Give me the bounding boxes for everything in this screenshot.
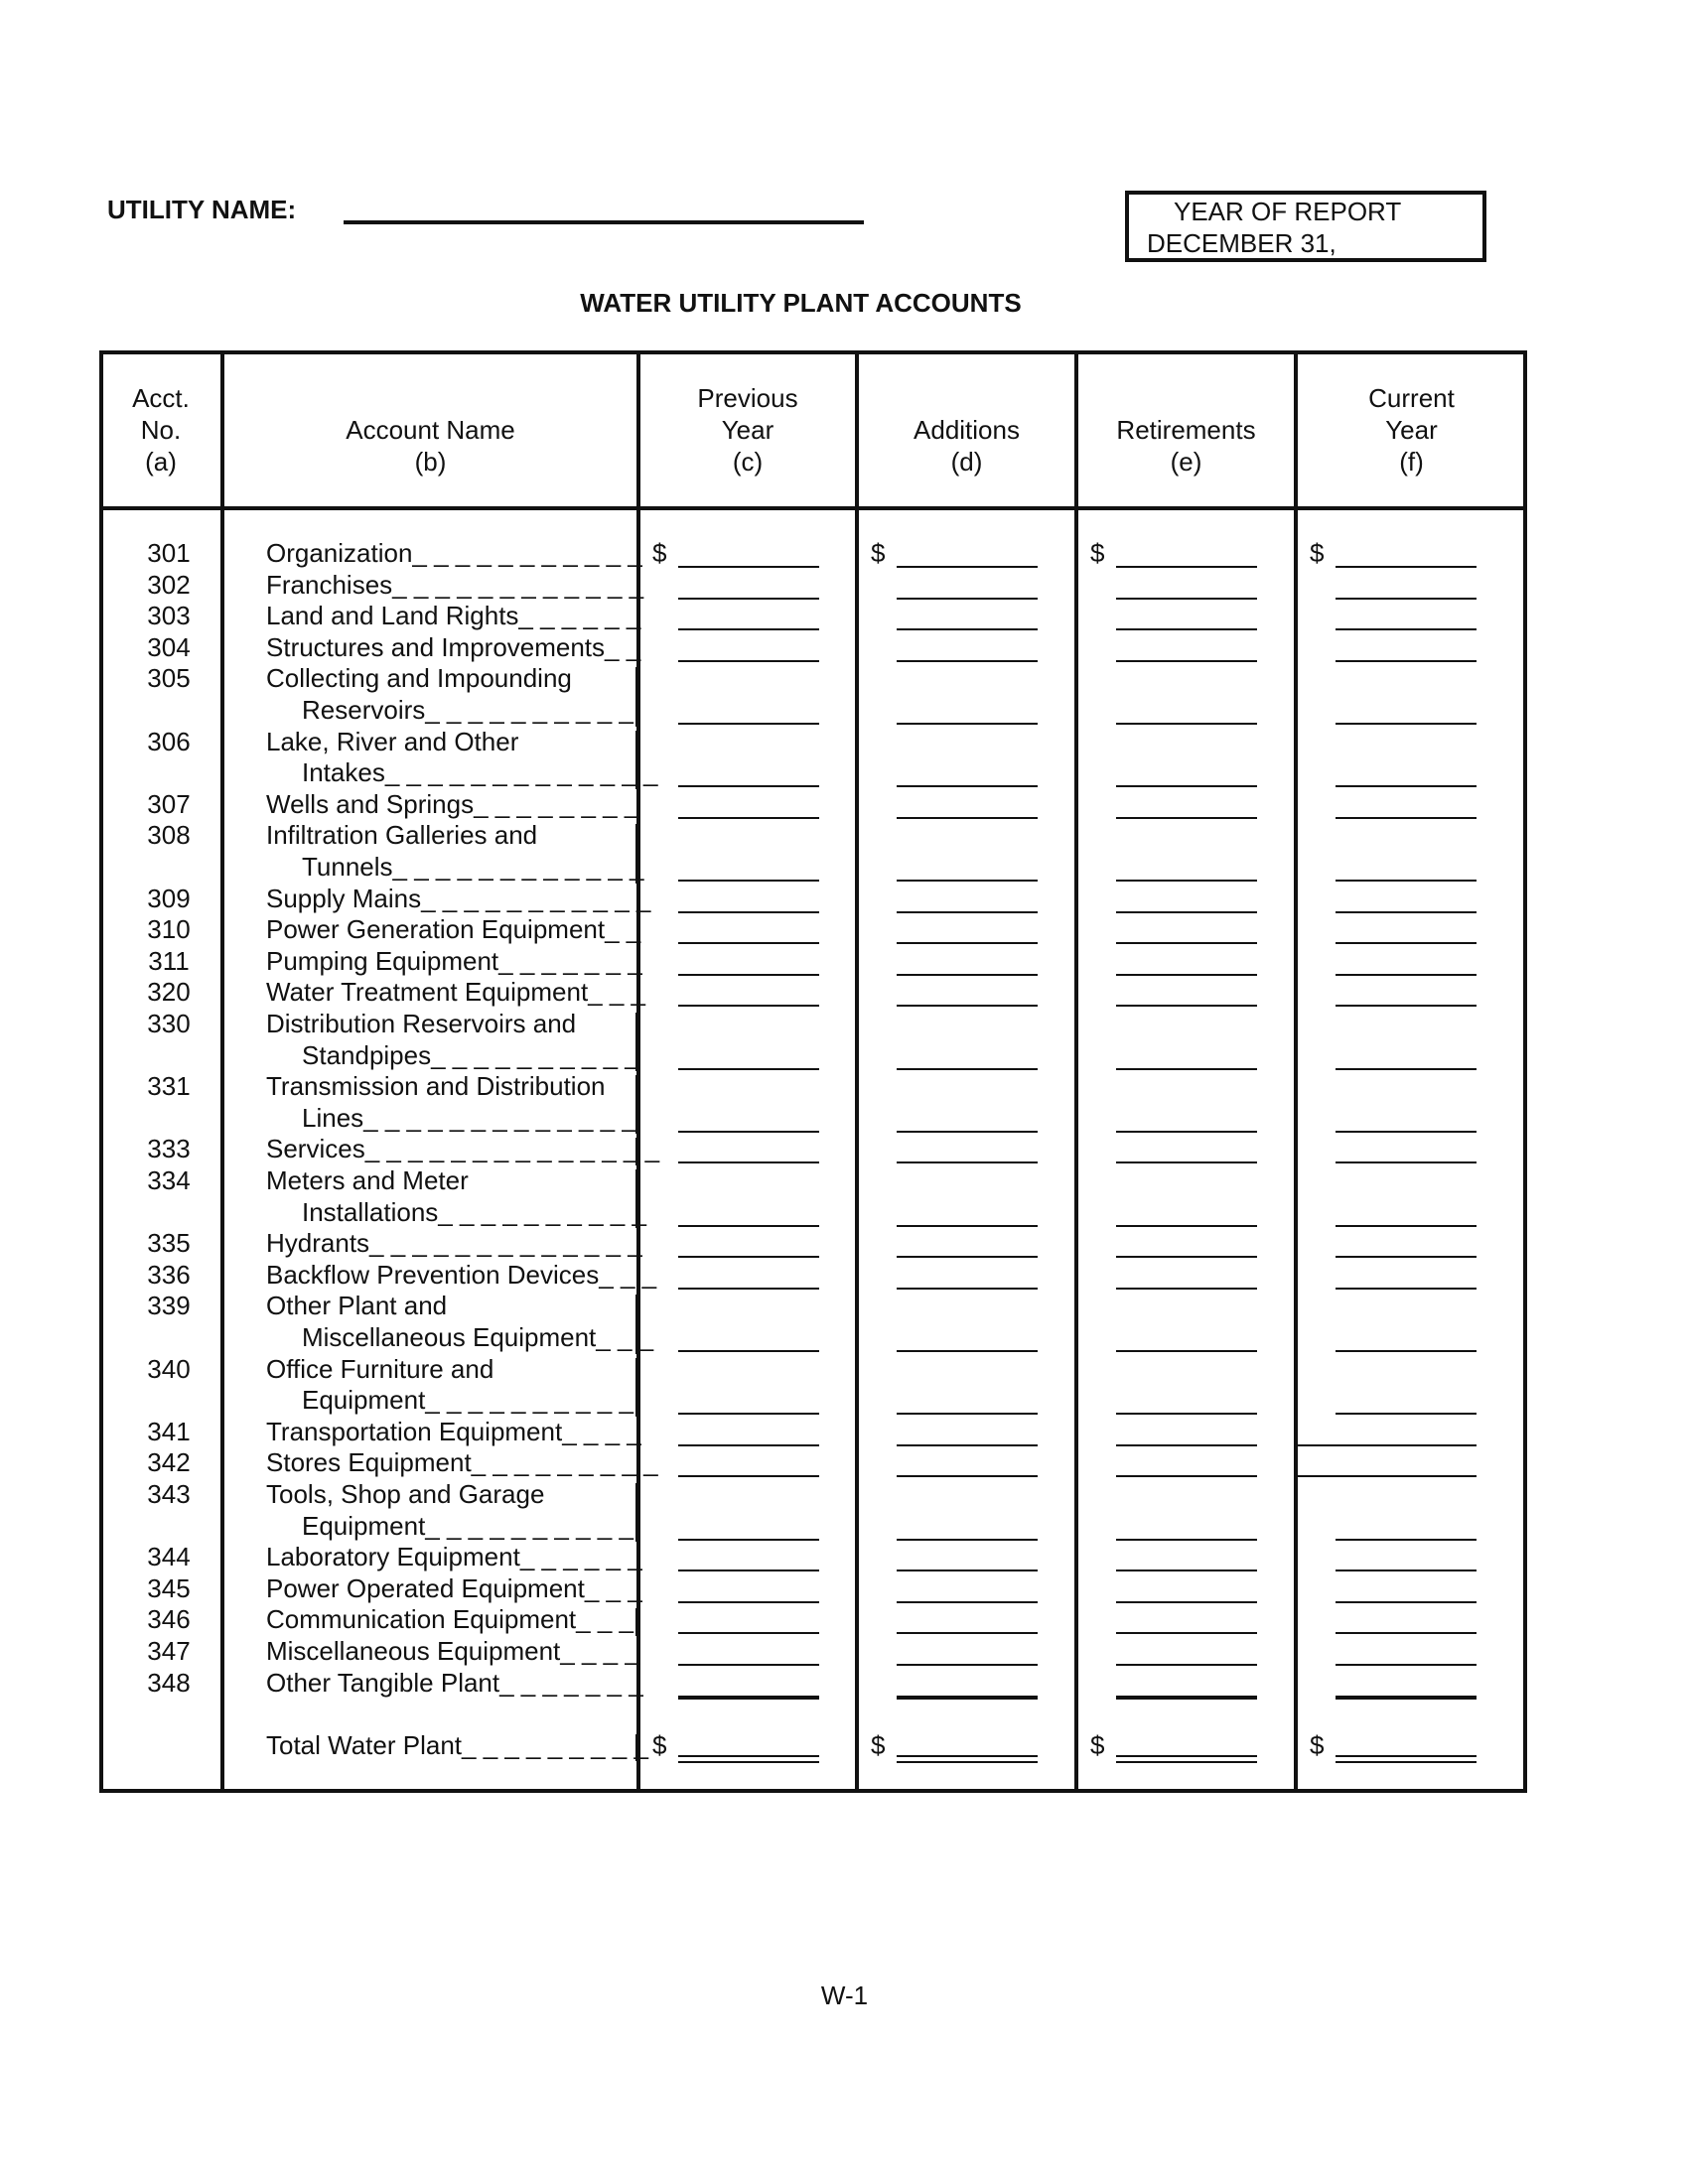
amount-input-line[interactable]	[678, 1664, 819, 1666]
account-name-bracket	[635, 1138, 639, 1165]
amount-input-line[interactable]	[678, 1413, 819, 1415]
amount-input-line[interactable]	[678, 723, 819, 725]
amount-input-line[interactable]	[1116, 660, 1257, 662]
account-name: Backflow Prevention Devices_ _ _	[266, 1259, 657, 1290]
amount-input-line[interactable]	[678, 817, 819, 819]
amount-input-line[interactable]	[1116, 723, 1257, 725]
account-number: 308	[147, 820, 191, 851]
amount-input-line[interactable]	[897, 1413, 1038, 1415]
amount-input-line[interactable]	[897, 785, 1038, 787]
amount-input-line[interactable]	[678, 1161, 819, 1163]
amount-input-line[interactable]	[1336, 974, 1477, 976]
account-name: Equipment_ _ _ _ _ _ _ _ _ _	[302, 1510, 633, 1541]
amount-input-line[interactable]	[1116, 817, 1257, 819]
account-name: Organization_ _ _ _ _ _ _ _ _ _ _	[266, 538, 642, 568]
account-name: Lake, River and Other	[266, 726, 519, 756]
amount-input-line[interactable]	[1116, 1005, 1257, 1007]
dollar-sign: $	[1090, 1729, 1105, 1760]
amount-input-line[interactable]	[1116, 1664, 1257, 1666]
amount-input-line[interactable]	[678, 1288, 819, 1290]
utility-name-label: UTILITY NAME:	[107, 195, 297, 224]
account-name: Installations_ _ _ _ _ _ _ _ _ _	[302, 1196, 646, 1227]
account-name: Services_ _ _ _ _ _ _ _ _ _ _ _ _ _	[266, 1134, 660, 1164]
amount-input-line[interactable]	[1336, 1068, 1477, 1070]
utility-name-line[interactable]	[344, 220, 864, 224]
amount-input-line[interactable]	[897, 911, 1038, 913]
amount-input-line[interactable]	[1116, 785, 1257, 787]
amount-input-line[interactable]	[1116, 1350, 1257, 1352]
account-name-bracket	[635, 1734, 639, 1762]
account-name: Wells and Springs_ _ _ _ _ _ _ _	[266, 788, 639, 819]
account-name-bracket	[635, 1075, 639, 1134]
amount-input-line[interactable]	[1116, 1288, 1257, 1290]
account-name: Lines_ _ _ _ _ _ _ _ _ _ _ _ _	[302, 1102, 636, 1133]
total-amount-input-line[interactable]	[1336, 1755, 1477, 1763]
account-name: Distribution Reservoirs and	[266, 1009, 577, 1038]
account-number: 339	[147, 1291, 191, 1321]
account-name: Transmission and Distribution	[266, 1071, 606, 1102]
account-number: 334	[147, 1165, 191, 1195]
column-divider	[1294, 350, 1298, 1793]
amount-input-line[interactable]	[1116, 1256, 1257, 1258]
col-header-previous-year: Previous Year (c)	[697, 383, 798, 477]
account-number: 305	[147, 663, 191, 694]
amount-input-line[interactable]	[1336, 1539, 1477, 1541]
amount-input-line[interactable]	[897, 1256, 1038, 1258]
amount-input-line[interactable]	[1116, 1570, 1257, 1571]
account-name: Miscellaneous Equipment_ _ _ _	[266, 1636, 639, 1666]
amount-input-line[interactable]	[897, 1068, 1038, 1070]
account-name: Stores Equipment_ _ _ _ _ _ _ _ _	[266, 1447, 658, 1478]
account-name: Tools, Shop and Garage	[266, 1479, 545, 1509]
amount-input-line[interactable]	[678, 1131, 819, 1133]
year-of-report-box	[1125, 191, 1486, 262]
account-name-bracket	[635, 1608, 639, 1636]
amount-input-line[interactable]	[897, 1005, 1038, 1007]
account-name: Infiltration Galleries and	[266, 820, 538, 851]
amount-input-line[interactable]	[678, 1005, 819, 1007]
account-name: Transportation Equipment_ _ _ _	[266, 1416, 641, 1446]
account-number: 303	[147, 601, 191, 631]
amount-input-line[interactable]	[1336, 911, 1477, 913]
amount-input-line[interactable]	[897, 1131, 1038, 1133]
amount-input-line[interactable]	[897, 1288, 1038, 1290]
account-name: Pumping Equipment_ _ _ _ _ _ _	[266, 945, 642, 976]
account-number: 310	[147, 914, 191, 945]
account-name-bracket	[635, 1169, 639, 1228]
amount-input-line[interactable]	[1116, 1475, 1257, 1477]
account-name: Reservoirs_ _ _ _ _ _ _ _ _ _	[302, 695, 633, 725]
dollar-sign: $	[1310, 1729, 1325, 1760]
amount-input-line[interactable]	[1116, 974, 1257, 976]
dollar-sign: $	[652, 538, 667, 568]
amount-input-line[interactable]	[897, 1601, 1038, 1603]
account-number: 333	[147, 1134, 191, 1164]
amount-input-line[interactable]	[678, 1570, 819, 1571]
amount-input-line[interactable]	[897, 880, 1038, 882]
amount-input-line[interactable]	[897, 628, 1038, 630]
account-name: Laboratory Equipment_ _ _ _ _ _	[266, 1542, 642, 1572]
amount-input-line[interactable]	[1116, 1444, 1257, 1446]
amount-input-line[interactable]	[1116, 1131, 1257, 1133]
amount-input-line[interactable]	[897, 942, 1038, 944]
amount-input-line[interactable]	[1336, 1256, 1477, 1258]
amount-input-line[interactable]	[1336, 1225, 1477, 1227]
amount-input-line[interactable]	[678, 628, 819, 630]
amount-input-line[interactable]	[678, 1539, 819, 1541]
account-name-bracket	[635, 824, 639, 883]
account-number: 301	[147, 538, 191, 568]
account-name-bracket	[635, 1358, 639, 1417]
amount-input-line[interactable]	[1336, 1570, 1477, 1571]
amount-input-line[interactable]	[1116, 1225, 1257, 1227]
account-name-bracket	[635, 731, 639, 789]
amount-input-line[interactable]	[1116, 628, 1257, 630]
account-name: Water Treatment Equipment_ _ _	[266, 977, 646, 1008]
total-amount-input-line[interactable]	[678, 1755, 819, 1763]
dollar-sign: $	[871, 1729, 886, 1760]
account-number: 307	[147, 788, 191, 819]
amount-input-line[interactable]	[1116, 598, 1257, 600]
amount-input-line[interactable]	[897, 974, 1038, 976]
account-name: Tunnels_ _ _ _ _ _ _ _ _ _ _ _	[302, 852, 644, 882]
account-number: 345	[147, 1572, 191, 1603]
amount-input-line[interactable]	[1116, 1068, 1257, 1070]
account-name: Collecting and Impounding	[266, 663, 572, 694]
amount-input-line[interactable]	[1336, 1161, 1477, 1163]
dollar-sign: $	[652, 1729, 667, 1760]
account-number: 342	[147, 1447, 191, 1478]
account-number: 343	[147, 1479, 191, 1509]
amount-input-line[interactable]	[678, 1601, 819, 1603]
account-number: 311	[148, 945, 190, 976]
amount-input-line[interactable]	[1116, 566, 1257, 568]
account-number: 335	[147, 1228, 191, 1259]
amount-input-line[interactable]	[1336, 660, 1477, 662]
total-amount-input-line[interactable]	[897, 1755, 1038, 1763]
account-name: Standpipes_ _ _ _ _ _ _ _ _ _	[302, 1039, 639, 1070]
amount-input-line[interactable]	[678, 1632, 819, 1634]
amount-input-line[interactable]	[1336, 1664, 1477, 1666]
account-name-bracket	[635, 1483, 639, 1542]
amount-input-line[interactable]	[897, 1539, 1038, 1541]
december-31-label: DECEMBER 31,	[1147, 228, 1337, 258]
amount-input-line[interactable]	[897, 723, 1038, 725]
amount-input-line[interactable]	[897, 1570, 1038, 1571]
col-header-account-name: Account Name (b)	[346, 415, 515, 477]
account-name: Miscellaneous Equipment_ _ _	[302, 1322, 654, 1352]
amount-input-line[interactable]	[1116, 942, 1257, 944]
amount-input-line[interactable]	[1116, 1696, 1257, 1700]
account-number: 331	[147, 1071, 191, 1102]
column-divider	[220, 350, 224, 1793]
account-name: Franchises_ _ _ _ _ _ _ _ _ _ _ _	[266, 569, 644, 600]
amount-input-line[interactable]	[678, 1068, 819, 1070]
account-number: 306	[147, 726, 191, 756]
amount-input-line[interactable]	[1336, 1696, 1477, 1700]
amount-input-line[interactable]	[897, 1444, 1038, 1446]
amount-input-line[interactable]	[678, 942, 819, 944]
account-name: Other Tangible Plant_ _ _ _ _ _ _	[266, 1667, 643, 1698]
current-year-rule	[1298, 1475, 1357, 1477]
amount-input-line[interactable]	[1336, 1288, 1477, 1290]
amount-input-line[interactable]	[1336, 1413, 1477, 1415]
amount-input-line[interactable]	[897, 1225, 1038, 1227]
amount-input-line[interactable]	[1336, 1350, 1477, 1352]
amount-input-line[interactable]	[678, 911, 819, 913]
amount-input-line[interactable]	[897, 1696, 1038, 1700]
account-name-bracket	[635, 1013, 639, 1071]
amount-input-line[interactable]	[678, 660, 819, 662]
account-name: Communication Equipment_ _ _	[266, 1604, 633, 1635]
amount-input-line[interactable]	[1116, 1632, 1257, 1634]
col-header-acct-no: Acct. No. (a)	[132, 383, 190, 477]
dollar-sign: $	[1310, 538, 1325, 568]
account-name: Power Generation Equipment_ _	[266, 914, 641, 945]
account-name: Intakes_ _ _ _ _ _ _ _ _ _ _ _ _	[302, 757, 658, 788]
amount-input-line[interactable]	[1116, 1413, 1257, 1415]
amount-input-line[interactable]	[1336, 1632, 1477, 1634]
header-divider	[99, 506, 1527, 510]
account-number: 341	[147, 1416, 191, 1446]
amount-input-line[interactable]	[1336, 566, 1477, 568]
amount-input-line[interactable]	[1116, 1161, 1257, 1163]
amount-input-line[interactable]	[1336, 1005, 1477, 1007]
amount-input-line[interactable]	[1336, 942, 1477, 944]
amount-input-line[interactable]	[897, 1664, 1038, 1666]
account-name: Supply Mains_ _ _ _ _ _ _ _ _ _ _	[266, 883, 651, 913]
amount-input-line[interactable]	[1116, 911, 1257, 913]
account-number: 347	[147, 1636, 191, 1666]
amount-input-line[interactable]	[678, 1475, 819, 1477]
account-number: 330	[147, 1009, 191, 1038]
col-header-current-year: Current Year (f)	[1368, 383, 1455, 477]
account-name: Power Operated Equipment_ _ _	[266, 1572, 642, 1603]
amount-input-line[interactable]	[1116, 880, 1257, 882]
amount-input-line[interactable]	[1336, 723, 1477, 725]
amount-input-line[interactable]	[678, 1225, 819, 1227]
amount-input-line[interactable]	[897, 1161, 1038, 1163]
amount-input-line[interactable]	[897, 660, 1038, 662]
account-name: Equipment_ _ _ _ _ _ _ _ _ _	[302, 1385, 633, 1416]
amount-input-line[interactable]	[678, 566, 819, 568]
total-amount-input-line[interactable]	[1116, 1755, 1257, 1763]
account-name: Land and Land Rights_ _ _ _ _ _	[266, 601, 641, 631]
dollar-sign: $	[1090, 538, 1105, 568]
amount-input-line[interactable]	[678, 1696, 819, 1700]
account-name: Other Plant and	[266, 1291, 448, 1321]
account-number: 340	[147, 1353, 191, 1384]
col-header-retirements: Retirements (e)	[1116, 415, 1256, 477]
account-name-bracket	[635, 667, 639, 726]
current-year-rule	[1298, 1444, 1357, 1446]
account-name-bracket	[635, 1295, 639, 1353]
amount-input-line[interactable]	[897, 598, 1038, 600]
account-number: 309	[147, 883, 191, 913]
account-name: Hydrants_ _ _ _ _ _ _ _ _ _ _ _ _	[266, 1228, 642, 1259]
amount-input-line[interactable]	[678, 1444, 819, 1446]
amount-input-line[interactable]	[678, 598, 819, 600]
amount-input-line[interactable]	[897, 1632, 1038, 1634]
col-header-additions: Additions (d)	[914, 415, 1020, 477]
account-number: 344	[147, 1542, 191, 1572]
page-number: W-1	[820, 1980, 869, 2010]
amount-input-line[interactable]	[678, 974, 819, 976]
amount-input-line[interactable]	[678, 880, 819, 882]
amount-input-line[interactable]	[897, 1475, 1038, 1477]
column-divider	[1074, 350, 1078, 1793]
account-name: Structures and Improvements_ _	[266, 631, 641, 662]
account-number: 302	[147, 569, 191, 600]
account-number: 346	[147, 1604, 191, 1635]
page-title: WATER UTILITY PLANT ACCOUNTS	[580, 288, 1022, 318]
account-name: Meters and Meter	[266, 1165, 469, 1195]
amount-input-line[interactable]	[1116, 1601, 1257, 1603]
total-water-plant-label: Total Water Plant_ _ _ _ _ _ _ _ _	[266, 1729, 648, 1760]
amount-input-line[interactable]	[897, 1350, 1038, 1352]
amount-input-line[interactable]	[1336, 1601, 1477, 1603]
dollar-sign: $	[871, 538, 886, 568]
amount-input-line[interactable]	[678, 1350, 819, 1352]
account-number: 320	[147, 977, 191, 1008]
amount-input-line[interactable]	[678, 785, 819, 787]
amount-input-line[interactable]	[1336, 628, 1477, 630]
amount-input-line[interactable]	[1336, 598, 1477, 600]
account-number: 304	[147, 631, 191, 662]
amount-input-line[interactable]	[1336, 817, 1477, 819]
year-of-report-label: YEAR OF REPORT	[1174, 197, 1402, 226]
amount-input-line[interactable]	[897, 566, 1038, 568]
account-number: 348	[147, 1667, 191, 1698]
amount-input-line[interactable]	[1336, 1131, 1477, 1133]
amount-input-line[interactable]	[1336, 785, 1477, 787]
amount-input-line[interactable]	[1336, 880, 1477, 882]
column-divider	[855, 350, 859, 1793]
amount-input-line[interactable]	[678, 1256, 819, 1258]
amount-input-line[interactable]	[1116, 1539, 1257, 1541]
amount-input-line[interactable]	[897, 817, 1038, 819]
account-number: 336	[147, 1259, 191, 1290]
account-name: Office Furniture and	[266, 1353, 494, 1384]
